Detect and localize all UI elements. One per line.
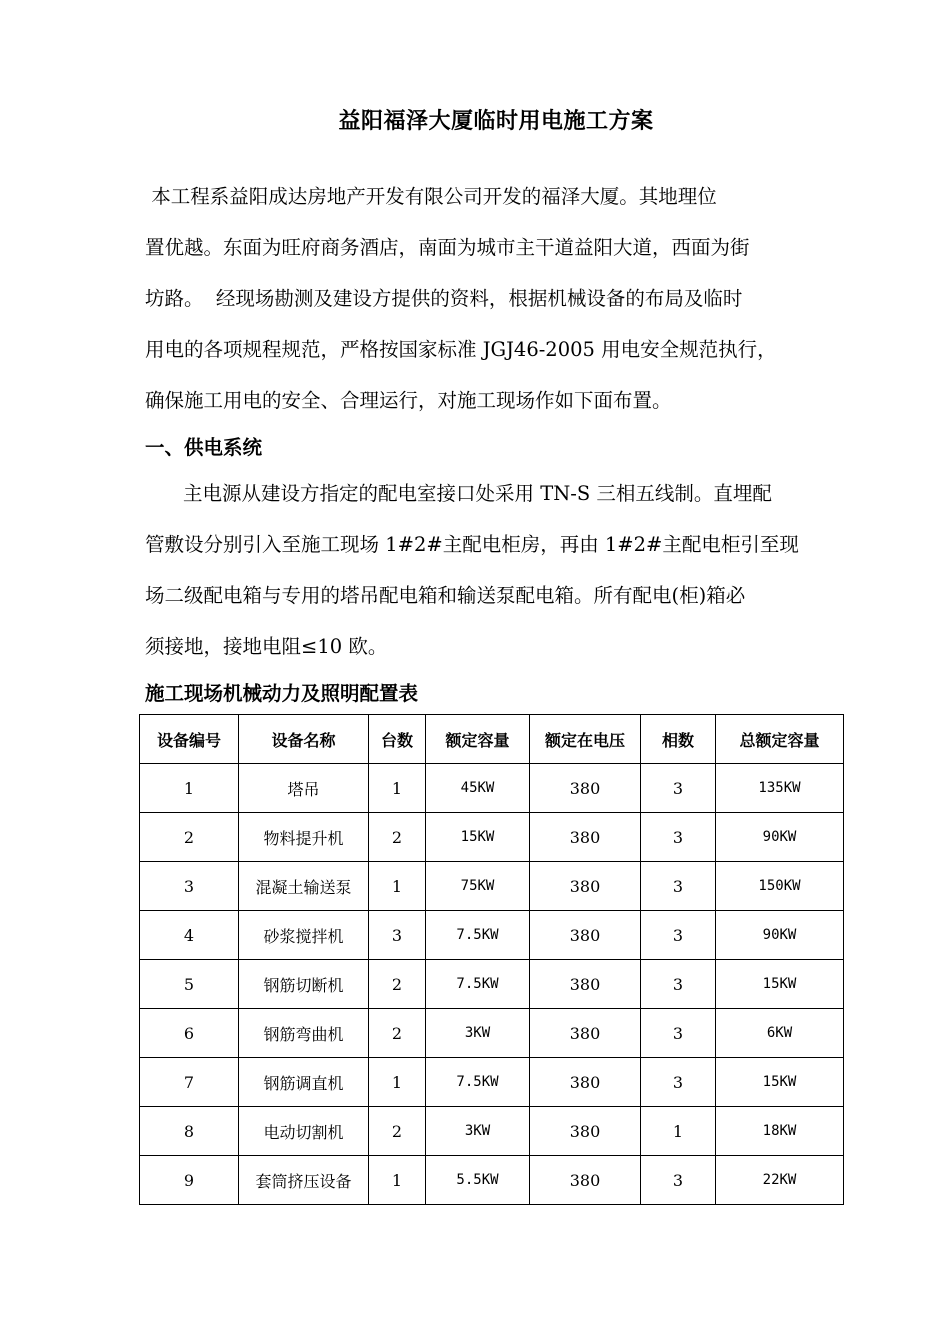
table-cell: 380 (530, 1156, 641, 1205)
table-cell: 2 (140, 813, 239, 862)
table-cell: 1 (140, 764, 239, 813)
table-cell: 3 (641, 862, 716, 911)
table-cell: 2 (369, 960, 426, 1009)
table-row (140, 911, 844, 960)
table-row (140, 1107, 844, 1156)
table-cell: 380 (530, 1009, 641, 1058)
table-cell: 电动切割机 (239, 1107, 369, 1156)
column-header: 额定在电压 (530, 715, 641, 764)
table-cell: 380 (530, 960, 641, 1009)
table-cell: 3 (641, 1156, 716, 1205)
table-row (140, 862, 844, 911)
table-cell: 7.5KW (426, 911, 530, 960)
column-header: 相数 (641, 715, 716, 764)
column-header: 总额定容量 (716, 715, 844, 764)
table-row (140, 960, 844, 1009)
table-cell: 150KW (716, 862, 844, 911)
table-cell: 380 (530, 1058, 641, 1107)
table-cell: 2 (369, 1107, 426, 1156)
table-cell: 5.5KW (426, 1156, 530, 1205)
intro-line: 确保施工用电的安全、合理运行，对施工现场作如下面布置。 (145, 389, 672, 412)
table-cell: 1 (641, 1107, 716, 1156)
intro-line: 用电的各项规程规范，严格按国家标准 JGJ46-2005 用电安全规范执行， (145, 338, 777, 361)
table-cell: 380 (530, 862, 641, 911)
table-cell: 套筒挤压设备 (239, 1156, 369, 1205)
table-cell: 45KW (426, 764, 530, 813)
table-row (140, 1058, 844, 1107)
document-title: 益阳福泽大厦临时用电施工方案 (338, 109, 654, 134)
intro-line: 本工程系益阳成达房地产开发有限公司开发的福泽大厦。其地理位 (145, 185, 717, 208)
intro-paragraph (145, 171, 851, 426)
table-cell: 塔吊 (239, 764, 369, 813)
table-header-row (140, 715, 844, 764)
intro-line: 坊路。 经现场勘测及建设方提供的资料，根据机械设备的布局及临时 (145, 287, 743, 310)
power-line: 管敷设分别引入至施工现场 1#2#主配电柜房，再由 1#2#主配电柜引至现 (145, 533, 799, 556)
table-cell: 3 (641, 911, 716, 960)
equipment-config-table (139, 714, 844, 1205)
table-cell: 物料提升机 (239, 813, 369, 862)
table-cell: 1 (369, 1058, 426, 1107)
table-cell: 75KW (426, 862, 530, 911)
table-cell: 1 (369, 862, 426, 911)
column-header: 设备名称 (239, 715, 369, 764)
table-cell: 135KW (716, 764, 844, 813)
table-cell: 8 (140, 1107, 239, 1156)
table-cell: 4 (140, 911, 239, 960)
table-cell: 3 (641, 1058, 716, 1107)
table-cell: 1 (369, 764, 426, 813)
column-header: 台数 (369, 715, 426, 764)
table-row (140, 1156, 844, 1205)
table-cell: 90KW (716, 911, 844, 960)
table-cell: 2 (369, 1009, 426, 1058)
table-cell: 钢筋弯曲机 (239, 1009, 369, 1058)
table-cell: 3 (641, 764, 716, 813)
table-cell: 15KW (426, 813, 530, 862)
table-cell: 90KW (716, 813, 844, 862)
table-cell: 6 (140, 1009, 239, 1058)
table-cell: 钢筋切断机 (239, 960, 369, 1009)
table-cell: 380 (530, 813, 641, 862)
table-cell: 22KW (716, 1156, 844, 1205)
table-cell: 3 (641, 1009, 716, 1058)
power-line: 须接地，接地电阻≤10 欧。 (145, 635, 388, 658)
table-cell: 380 (530, 1107, 641, 1156)
table-cell: 1 (369, 1156, 426, 1205)
table-caption: 施工现场机械动力及照明配置表 (145, 682, 419, 705)
table-cell: 380 (530, 764, 641, 813)
table-cell: 2 (369, 813, 426, 862)
intro-line: 置优越。东面为旺府商务酒店，南面为城市主干道益阳大道，西面为街 (145, 236, 750, 259)
table-cell: 3 (140, 862, 239, 911)
table-cell: 砂浆搅拌机 (239, 911, 369, 960)
column-header: 设备编号 (140, 715, 239, 764)
table-row (140, 813, 844, 862)
table-cell: 3 (369, 911, 426, 960)
table-row (140, 764, 844, 813)
table-row (140, 1009, 844, 1058)
table-cell: 3KW (426, 1107, 530, 1156)
table-cell: 3 (641, 960, 716, 1009)
table-cell: 380 (530, 911, 641, 960)
table-cell: 7 (140, 1058, 239, 1107)
table-cell: 9 (140, 1156, 239, 1205)
table-cell: 3KW (426, 1009, 530, 1058)
column-header: 额定容量 (426, 715, 530, 764)
power-line: 主电源从建设方指定的配电室接口处采用 TN-S 三相五线制。直埋配 (183, 482, 772, 505)
table-cell: 6KW (716, 1009, 844, 1058)
table-cell: 钢筋调直机 (239, 1058, 369, 1107)
table-cell: 5 (140, 960, 239, 1009)
table-cell: 7.5KW (426, 1058, 530, 1107)
power-line: 场二级配电箱与专用的塔吊配电箱和输送泵配电箱。所有配电(柜)箱必 (145, 584, 746, 607)
section-heading-power-supply: 一、供电系统 (145, 436, 263, 459)
table-cell: 15KW (716, 1058, 844, 1107)
table-cell: 混凝土输送泵 (239, 862, 369, 911)
power-supply-paragraph (145, 468, 851, 672)
table-cell: 3 (641, 813, 716, 862)
table-cell: 18KW (716, 1107, 844, 1156)
table-cell: 7.5KW (426, 960, 530, 1009)
table-cell: 15KW (716, 960, 844, 1009)
